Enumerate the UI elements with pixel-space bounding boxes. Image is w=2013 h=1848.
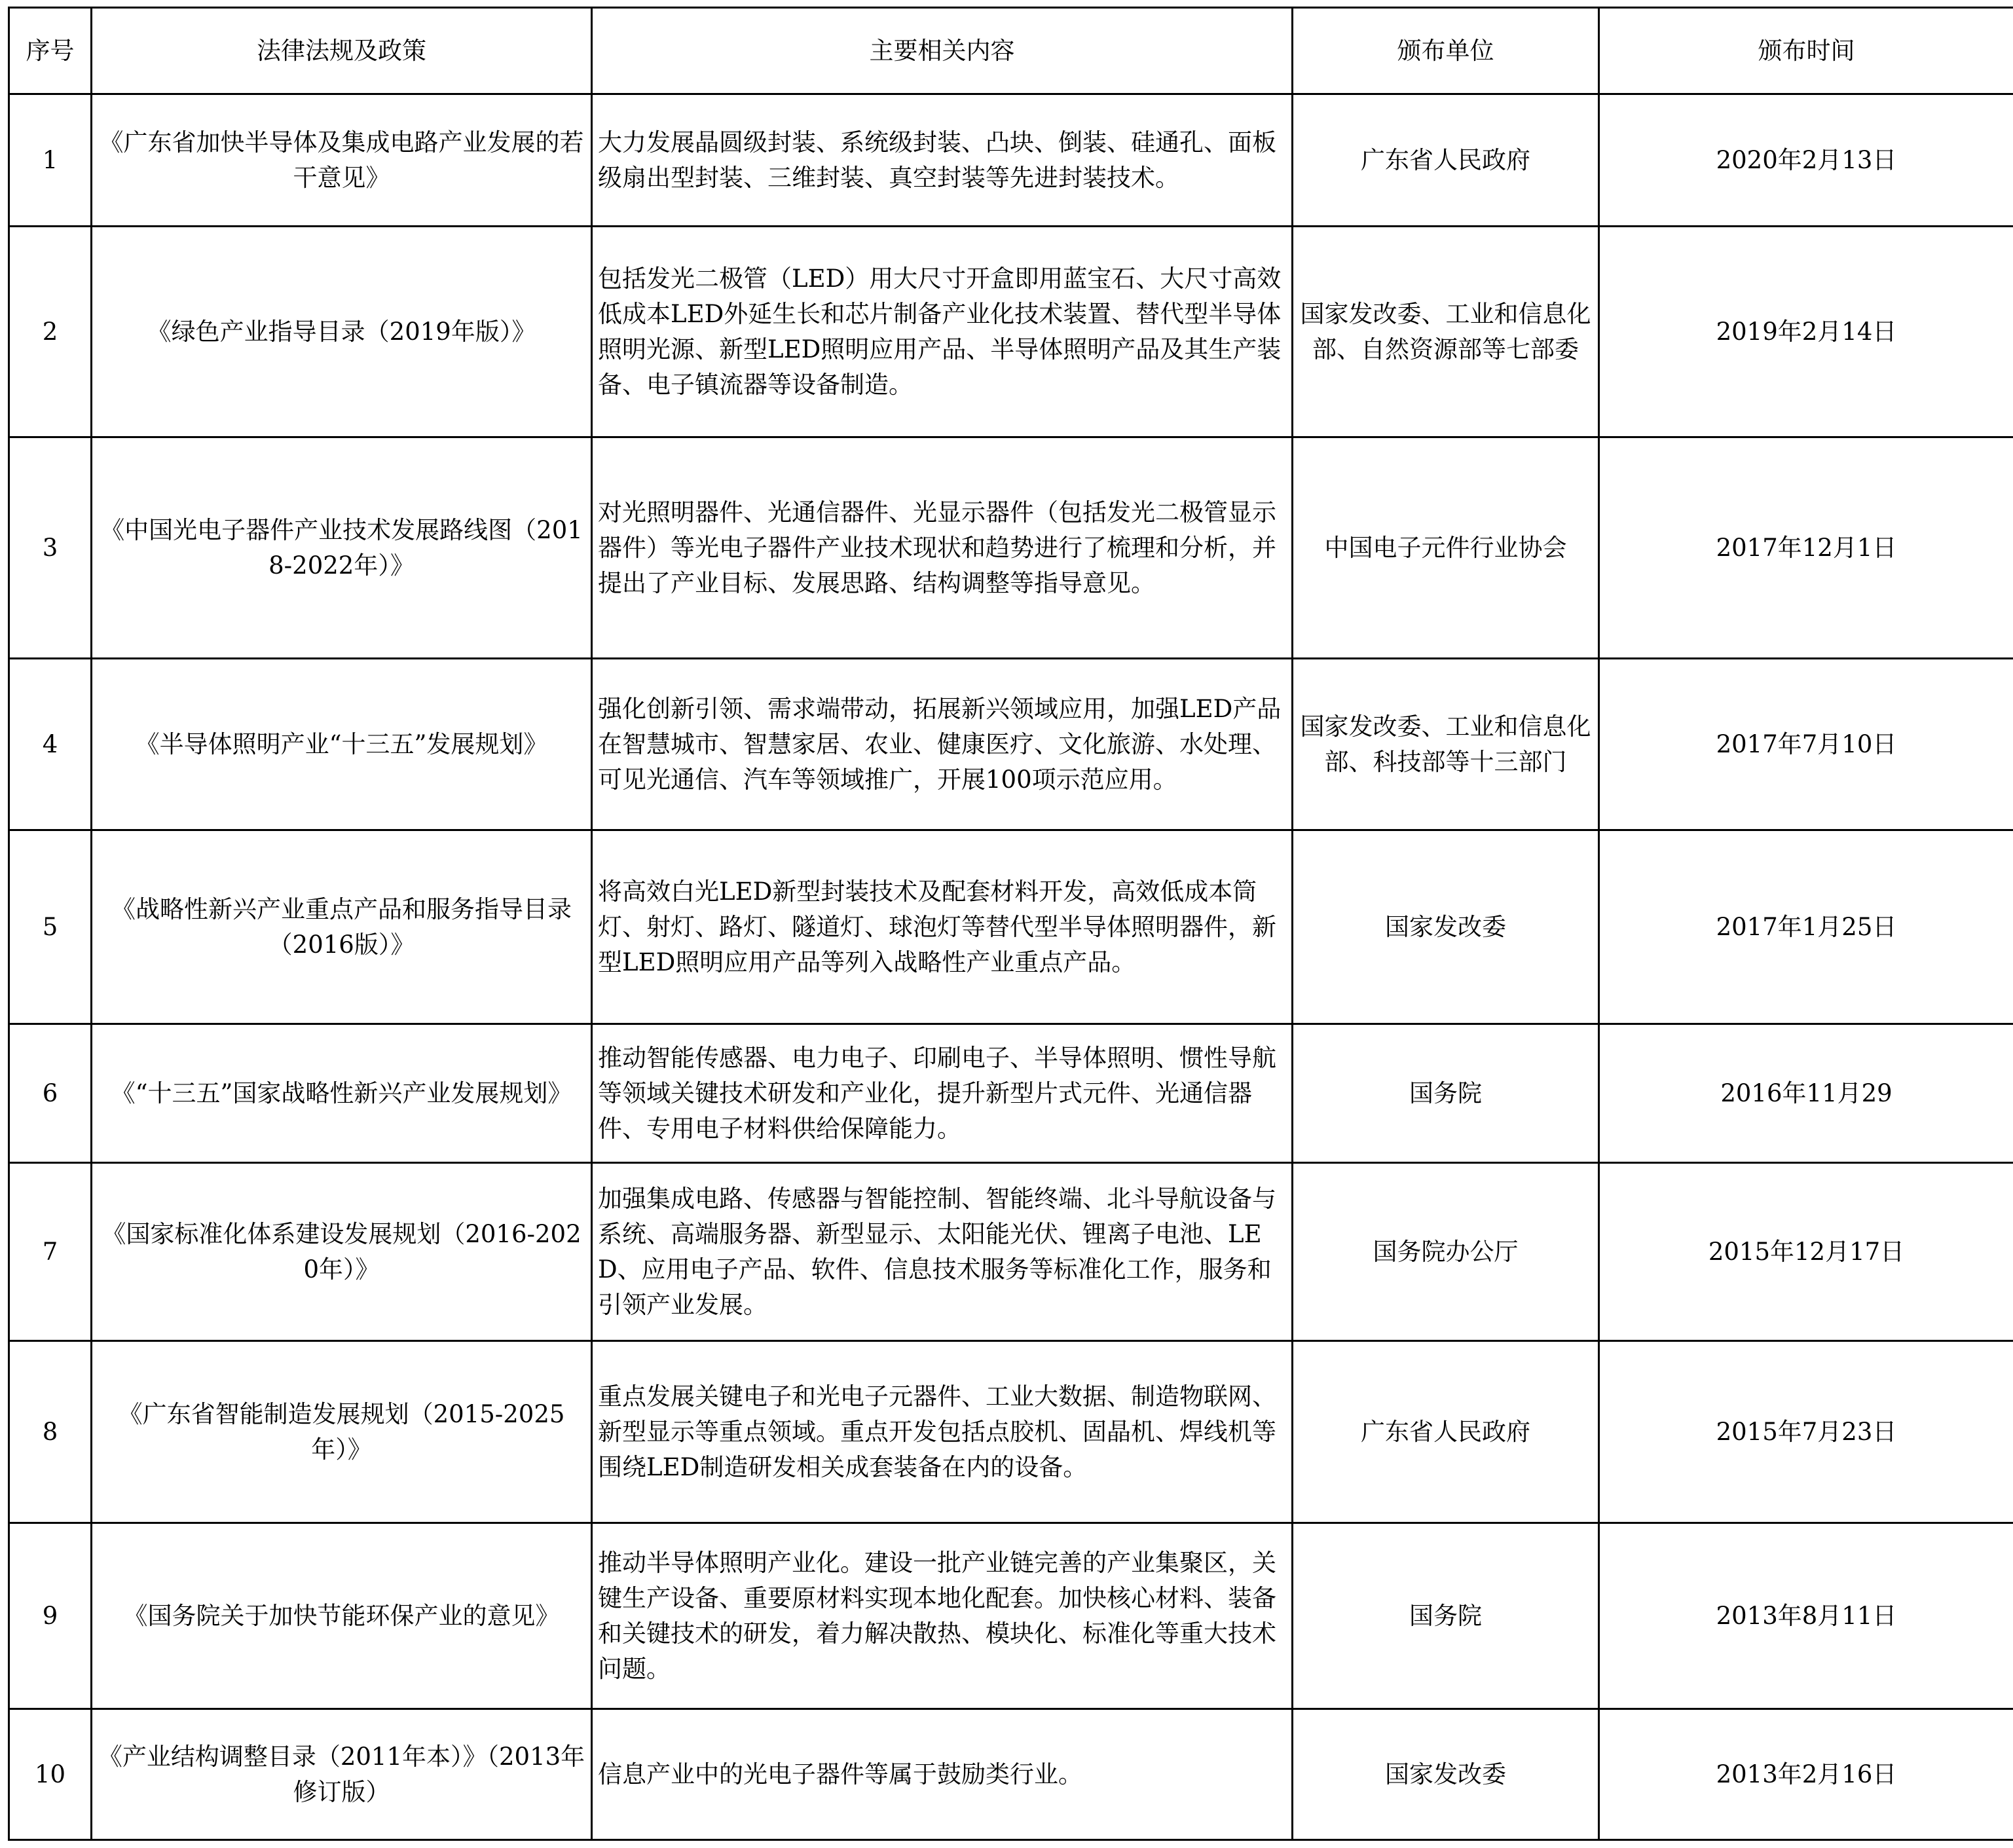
row-policy-name: 《“十三五”国家战略性新兴产业发展规划》 [92,1024,592,1163]
row-issuer: 国家发改委、工业和信息化部、自然资源部等七部委 [1293,227,1599,437]
table-row [9,1024,2013,1163]
row-policy-name: 《战略性新兴产业重点产品和服务指导目录（2016版）》 [92,830,592,1024]
row-policy-name: 《广东省加快半导体及集成电路产业发展的若干意见》 [92,94,592,227]
header-policy-name: 法律法规及政策 [92,8,592,94]
header-main-content: 主要相关内容 [592,8,1293,94]
row-issuer: 广东省人民政府 [1293,94,1599,227]
row-policy-name: 《中国光电子器件产业技术发展路线图（2018-2022年）》 [92,437,592,659]
table-row [9,830,2013,1024]
table-header-row [9,8,2013,94]
row-main-content: 对光照明器件、光通信器件、光显示器件（包括发光二极管显示器件）等光电子器件产业技术现状和趋势进行了梳理和分析，并提出了产业目标、发展思路、结构调整等指导意见。 [592,437,1293,659]
row-main-content: 推动智能传感器、电力电子、印刷电子、半导体照明、惯性导航等领域关键技术研发和产业化，提升新型片式元件、光通信器件、专用电子材料供给保障能力。 [592,1024,1293,1163]
row-index: 9 [9,1523,92,1709]
row-main-content: 重点发展关键电子和光电子元器件、工业大数据、制造物联网、新型显示等重点领域。重点开发包括点胶机、固晶机、焊线机等围绕LED制造研发相关成套装备在内的设备。 [592,1341,1293,1523]
table-row [9,1341,2013,1523]
table-row [9,437,2013,659]
row-main-content: 包括发光二极管（LED）用大尺寸开盒即用蓝宝石、大尺寸高效低成本LED外延生长和芯片制备产业化技术装置、替代型半导体照明光源、新型LED照明应用产品、半导体照明产品及其生产装备、电子镇流器等设备制造。 [592,227,1293,437]
row-policy-name: 《国务院关于加快节能环保产业的意见》 [92,1523,592,1709]
row-index: 8 [9,1341,92,1523]
header-issuer: 颁布单位 [1293,8,1599,94]
row-main-content: 大力发展晶圆级封装、系统级封装、凸块、倒装、硅通孔、面板级扇出型封装、三维封装、真空封装等先进封装技术。 [592,94,1293,227]
row-policy-name: 《国家标准化体系建设发展规划（2016-2020年）》 [92,1163,592,1341]
row-index: 7 [9,1163,92,1341]
row-index: 2 [9,227,92,437]
row-index: 6 [9,1024,92,1163]
row-date: 2013年8月11日 [1599,1523,2013,1709]
table-row [9,1523,2013,1709]
row-date: 2017年1月25日 [1599,830,2013,1024]
row-date: 2019年2月14日 [1599,227,2013,437]
row-policy-name: 《产业结构调整目录（2011年本）》（2013年修订版） [92,1709,592,1840]
row-index: 10 [9,1709,92,1840]
table-row [9,94,2013,227]
row-issuer: 国家发改委 [1293,1709,1599,1840]
row-issuer: 国家发改委、工业和信息化部、科技部等十三部门 [1293,659,1599,830]
row-main-content: 加强集成电路、传感器与智能控制、智能终端、北斗导航设备与系统、高端服务器、新型显示、太阳能光伏、锂离子电池、LED、应用电子产品、软件、信息技术服务等标准化工作，服务和引领产业发展。 [592,1163,1293,1341]
row-date: 2016年11月29 [1599,1024,2013,1163]
row-policy-name: 《绿色产业指导目录（2019年版）》 [92,227,592,437]
policy-table [8,7,2013,1841]
row-date: 2015年7月23日 [1599,1341,2013,1523]
row-index: 5 [9,830,92,1024]
row-date: 2015年12月17日 [1599,1163,2013,1341]
row-main-content: 将高效白光LED新型封装技术及配套材料开发，高效低成本筒灯、射灯、路灯、隧道灯、球泡灯等替代型半导体照明器件，新型LED照明应用产品等列入战略性产业重点产品。 [592,830,1293,1024]
row-policy-name: 《半导体照明产业“十三五”发展规划》 [92,659,592,830]
row-date: 2013年2月16日 [1599,1709,2013,1840]
table-row [9,227,2013,437]
row-issuer: 国务院 [1293,1024,1599,1163]
row-date: 2017年12月1日 [1599,437,2013,659]
table-row [9,659,2013,830]
row-main-content: 强化创新引领、需求端带动，拓展新兴领域应用，加强LED产品在智慧城市、智慧家居、农业、健康医疗、文化旅游、水处理、可见光通信、汽车等领域推广，开展100项示范应用。 [592,659,1293,830]
row-issuer: 国务院办公厅 [1293,1163,1599,1341]
row-index: 4 [9,659,92,830]
row-policy-name: 《广东省智能制造发展规划（2015-2025年）》 [92,1341,592,1523]
header-index: 序号 [9,8,92,94]
row-main-content: 推动半导体照明产业化。建设一批产业链完善的产业集聚区，关键生产设备、重要原材料实现本地化配套。加快核心材料、装备和关键技术的研发，着力解决散热、模块化、标准化等重大技术问题。 [592,1523,1293,1709]
table-row [9,1709,2013,1840]
row-issuer: 国家发改委 [1293,830,1599,1024]
row-issuer: 国务院 [1293,1523,1599,1709]
row-issuer: 中国电子元件行业协会 [1293,437,1599,659]
row-index: 1 [9,94,92,227]
row-index: 3 [9,437,92,659]
row-date: 2020年2月13日 [1599,94,2013,227]
row-date: 2017年7月10日 [1599,659,2013,830]
header-date: 颁布时间 [1599,8,2013,94]
table-row [9,1163,2013,1341]
row-issuer: 广东省人民政府 [1293,1341,1599,1523]
row-main-content: 信息产业中的光电子器件等属于鼓励类行业。 [592,1709,1293,1840]
